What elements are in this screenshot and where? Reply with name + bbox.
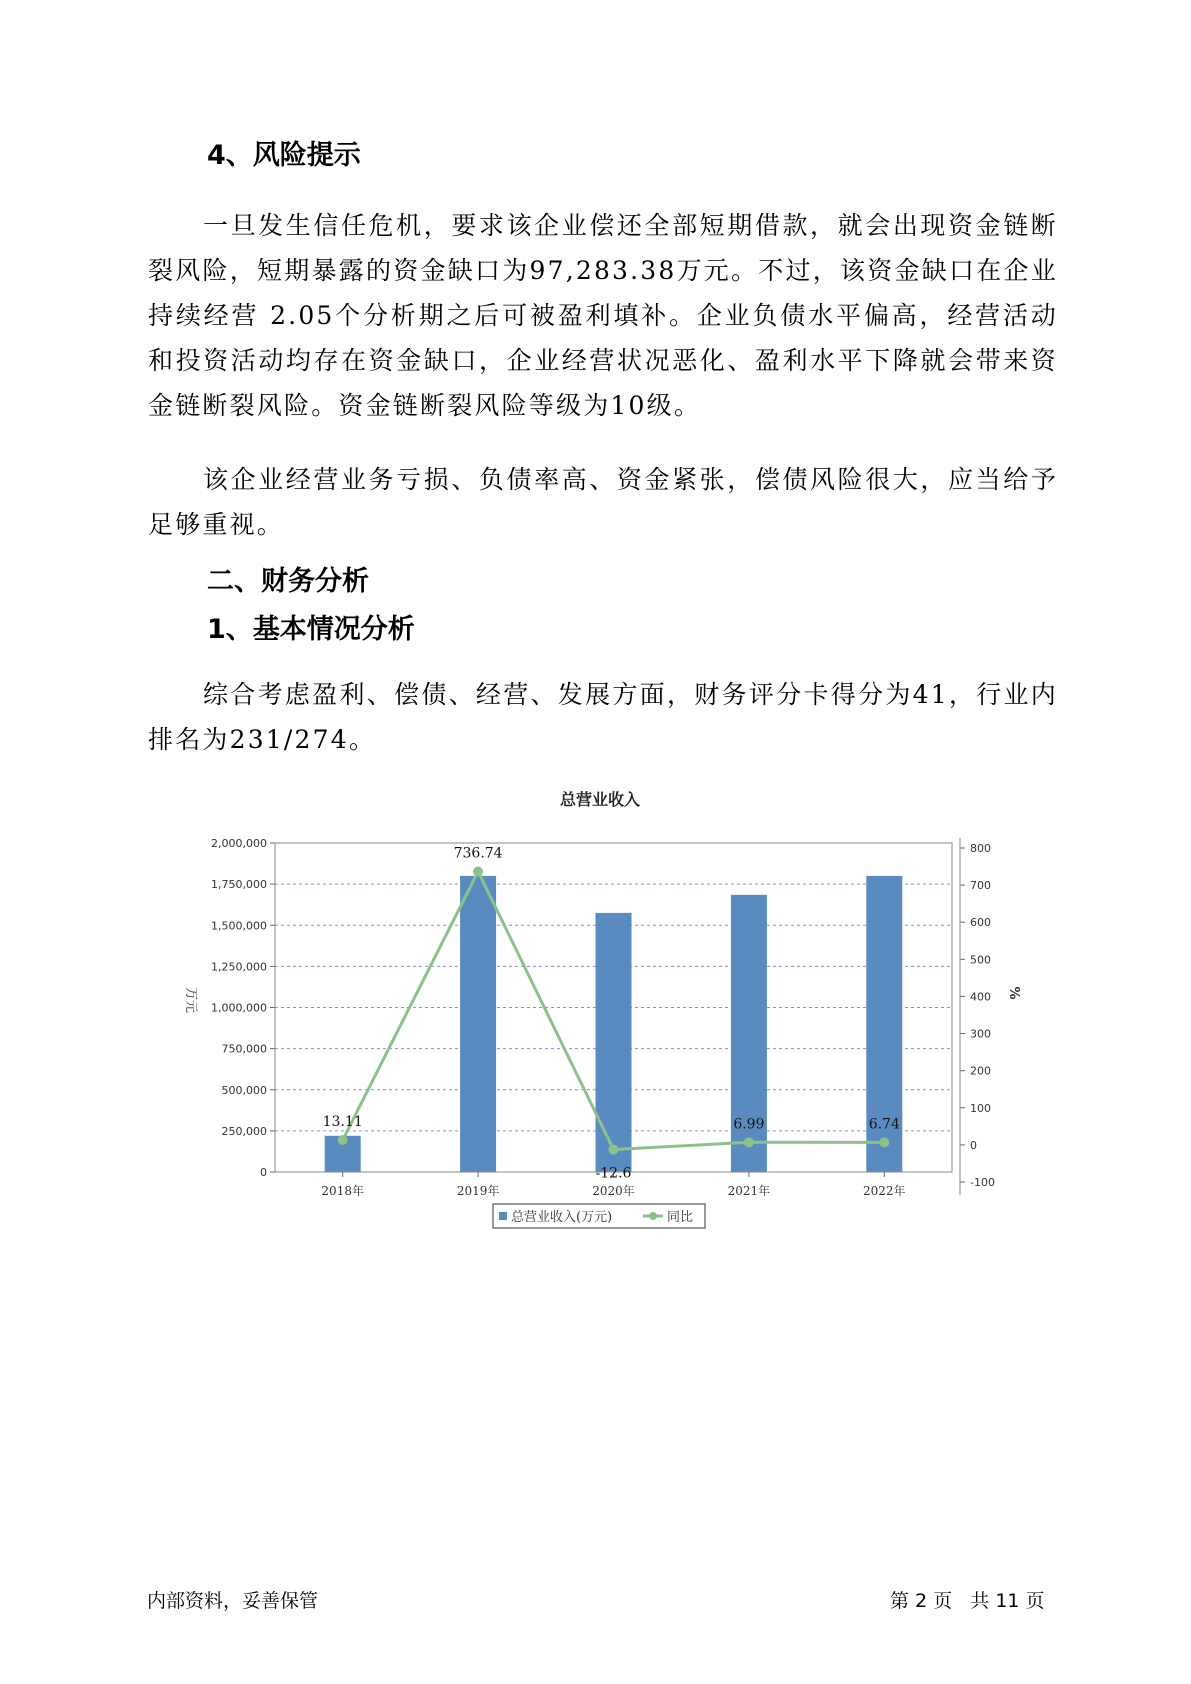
x-tick-label: 2020年 xyxy=(592,1184,635,1198)
y2-tick-label: 400 xyxy=(970,990,991,1004)
y-tick-label: 750,000 xyxy=(221,1042,267,1056)
y2-axis-label: % xyxy=(1006,986,1021,1000)
y2-tick-label: 100 xyxy=(970,1101,991,1115)
risk-paragraph-2: 该企业经营业务亏损、负债率高、资金紧张，偿债风险很大，应当给予足够重视。 xyxy=(148,465,1058,539)
y-tick-label: 1,250,000 xyxy=(211,960,267,974)
revenue-bar xyxy=(596,913,632,1172)
yoy-data-label: 6.74 xyxy=(868,1116,900,1133)
y-tick-label: 0 xyxy=(260,1166,267,1179)
y2-tick-label: -100 xyxy=(970,1176,995,1189)
y-tick-label: 500,000 xyxy=(221,1083,267,1097)
yoy-data-label: 13.11 xyxy=(322,1114,363,1131)
y2-tick-label: 0 xyxy=(970,1138,977,1152)
yoy-data-label: 6.99 xyxy=(733,1116,765,1133)
x-tick-label: 2022年 xyxy=(863,1184,906,1198)
y-tick-label: 2,000,000 xyxy=(211,837,267,850)
footer-confidential: 内部资料，妥善保管 xyxy=(147,1590,319,1612)
y2-tick-label: 800 xyxy=(970,842,991,855)
yoy-point xyxy=(744,1137,754,1147)
y2-tick-label: 300 xyxy=(970,1027,991,1041)
footer-page-number: 第 2 页 共 11 页 xyxy=(890,1590,1045,1612)
section-heading-financial-analysis: 二、财务分析 xyxy=(207,566,369,597)
section-heading-basic-analysis: 1、基本情况分析 xyxy=(207,614,415,645)
yoy-point xyxy=(609,1145,619,1155)
x-tick-label: 2019年 xyxy=(456,1184,500,1198)
yoy-point xyxy=(473,866,483,876)
section-heading-risk: 4、风险提示 xyxy=(207,140,361,171)
basic-analysis-paragraph: 综合考虑盈利、偿债、经营、发展方面，财务评分卡得分为41，行业内排名为231/274。 xyxy=(148,680,1058,754)
chart-title: 总营业收入 xyxy=(559,790,641,809)
legend-line-marker xyxy=(649,1212,657,1220)
legend-bar-swatch xyxy=(499,1212,507,1220)
yoy-data-label: 736.74 xyxy=(453,845,503,862)
risk-paragraph-1: 一旦发生信任危机，要求该企业偿还全部短期借款，就会出现资金链断裂风险，短期暴露的资金缺口为97,283.38万元。不过，该资金缺口在企业持续经营 2.05个分析期之后可被盈利填补。企业负债水平偏高，经营活动和投资活动均存在资金缺口，企业经营状况恶化、盈利水平下降就会带来资金链断裂风险。资金链断裂风险等级为10级。 xyxy=(148,211,1058,420)
yoy-point xyxy=(879,1137,889,1147)
y-axis-label: 万元 xyxy=(183,986,198,1014)
revenue-bar xyxy=(460,876,496,1172)
yoy-point xyxy=(338,1135,348,1145)
x-tick-label: 2021年 xyxy=(727,1184,771,1198)
y2-tick-label: 600 xyxy=(970,916,991,930)
x-tick-label: 2018年 xyxy=(321,1184,364,1198)
legend-bar-label: 总营业收入(万元) xyxy=(511,1210,613,1225)
y-tick-label: 1,500,000 xyxy=(211,919,267,933)
chart-bars xyxy=(322,876,903,1172)
y2-tick-label: 700 xyxy=(970,879,991,893)
y-tick-label: 250,000 xyxy=(221,1124,267,1138)
yoy-data-label: -12.6 xyxy=(595,1165,632,1182)
y2-tick-label: 200 xyxy=(970,1064,991,1078)
legend-line-label: 同比 xyxy=(667,1210,694,1225)
y-tick-label: 1,750,000 xyxy=(211,878,267,892)
chart-legend xyxy=(493,1204,705,1228)
revenue-chart xyxy=(165,775,1045,1245)
y2-tick-label: 500 xyxy=(970,953,991,967)
y-tick-label: 1,000,000 xyxy=(211,1001,267,1015)
